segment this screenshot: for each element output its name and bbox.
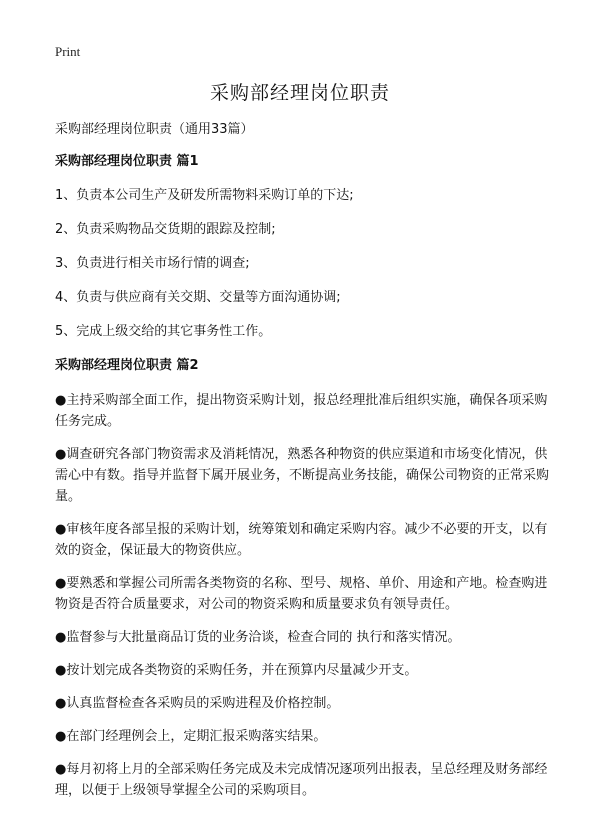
document-subtitle: 采购部经理岗位职责（通用33篇） [55,122,254,137]
print-label: Print [55,44,81,59]
list-item: 4、负责与供应商有关交期、交量等方面沟通协调; [55,290,341,305]
bullet-icon: ● [55,729,67,744]
bullet-list-item [55,726,550,747]
bullet-list-item [55,573,550,615]
bullet-list-item [55,444,550,507]
bullet-text: 主持采购部全面工作，提出物资采购计划，报总经理批准后组织实施，确保各项采购任务完成。 [55,393,548,429]
list-item: 1、负责本公司生产及研发所需物料采购订单的下达; [55,188,354,203]
bullet-list-item [55,390,550,432]
bullet-icon: ● [55,447,67,462]
section-heading-1: 采购部经理岗位职责 篇1 [55,154,199,169]
bullet-text: 监督参与大批量商品订货的业务洽谈，检查合同的 执行和落实情况。 [66,630,461,645]
bullet-text: 认真监督检查各采购员的采购进程及价格控制。 [66,696,340,711]
bullet-icon: ● [55,393,67,408]
bullet-text: 要熟悉和掌握公司所需各类物资的名称、型号、规格、单价、用途和产地。检查购进物资是否符合质量要求，对公司的物资采购和质量要求负有领导责任。 [55,576,548,612]
bullet-list-item [55,759,550,801]
bullet-icon: ● [55,696,67,711]
bullet-list-item [55,627,550,648]
bullet-icon: ● [55,663,67,678]
bullet-text: 每月初将上月的全部采购任务完成及未完成情况逐项列出报表，呈总经理及财务部经理，以便于上级领导掌握全公司的采购项目。 [55,762,548,798]
bullet-text: 在部门经理例会上，定期汇报采购落实结果。 [66,729,327,744]
bullet-icon: ● [55,522,67,537]
bullet-text: 按计划完成各类物资的采购任务，并在预算内尽量减少开支。 [66,663,418,678]
bullet-text: 调查研究各部门物资需求及消耗情况，熟悉各种物资的供应渠道和市场变化情况，供需心中有数。指导并监督下属开展业务，不断提高业务技能，确保公司物资的正常采购量。 [55,447,550,504]
list-item: 3、负责进行相关市场行情的调查; [55,256,250,271]
bullet-text: 审核年度各部呈报的采购计划，统筹策划和确定采购内容。减少不必要的开支，以有效的资金，保证最大的物资供应。 [55,522,548,558]
bullet-icon: ● [55,762,67,777]
bullet-icon: ● [55,630,67,645]
bullet-icon: ● [55,576,67,591]
list-item: 5、完成上级交给的其它事务性工作。 [55,324,272,339]
section-heading-2: 采购部经理岗位职责 篇2 [55,358,199,373]
document-title: 采购部经理岗位职责 [209,82,390,104]
list-item: 2、负责采购物品交货期的跟踪及控制; [55,222,276,237]
bullet-list-item [55,519,550,561]
bullet-list-item [55,660,550,681]
document-body [55,120,550,813]
bullet-list-item [55,693,550,714]
